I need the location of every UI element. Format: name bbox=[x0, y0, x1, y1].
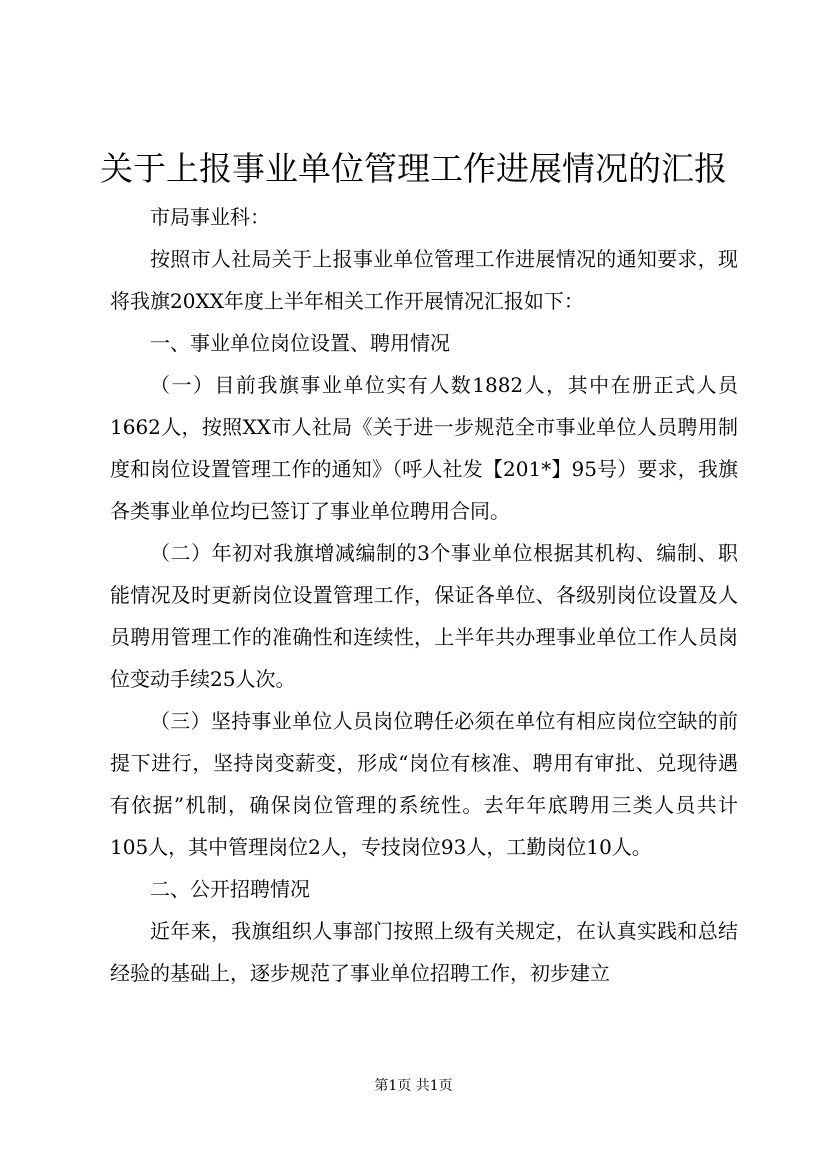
paragraph-item-3: （三）坚持事业单位人员岗位聘任必须在单位有相应岗位空缺的前提下进行，坚持岗变薪变，形成“岗位有核准、聘用有审批、兑现待遇有依据”机制，确保岗位管理的系统性。去年年底聘用三类人员共计105人，其中管理岗位2人，专技岗位93人，工勤岗位10人。 bbox=[110, 709, 738, 859]
paragraph-recruitment: 近年来，我旗组织人事部门按照上级有关规定，在认真实践和总结经验的基础上，逐步规范了事业单位招聘工作，初步建立 bbox=[110, 919, 738, 985]
document-title: 关于上报事业单位管理工作进展情况的汇报 bbox=[100, 149, 727, 188]
salutation: 市局事业科： bbox=[150, 205, 270, 229]
section-heading-1: 一、事业单位岗位设置、聘用情况 bbox=[150, 331, 450, 355]
paragraph-item-1: （一）目前我旗事业单位实有人数1882人，其中在册正式人员1662人，按照XX市人社局《关于进一步规范全市事业单位人员聘用制度和岗位设置管理工作的通知》（呼人社发【201*】95号）要求，我旗各类事业单位均已签订了事业单位聘用合同。 bbox=[110, 373, 738, 523]
page-footer: 第1页 共1页 bbox=[374, 1078, 453, 1094]
intro-paragraph: 按照市人社局关于上报事业单位管理工作进展情况的通知要求，现将我旗20XX年度上半年相关工作开展情况汇报如下： bbox=[110, 247, 738, 313]
section-heading-2: 二、公开招聘情况 bbox=[150, 877, 310, 901]
paragraph-item-2: （二）年初对我旗增减编制的3个事业单位根据其机构、编制、职能情况及时更新岗位设置管理工作，保证各单位、各级别岗位设置及人员聘用管理工作的准确性和连续性，上半年共办理事业单位工作人员岗位变动手续25人次。 bbox=[110, 541, 738, 691]
document-body bbox=[110, 196, 738, 994]
